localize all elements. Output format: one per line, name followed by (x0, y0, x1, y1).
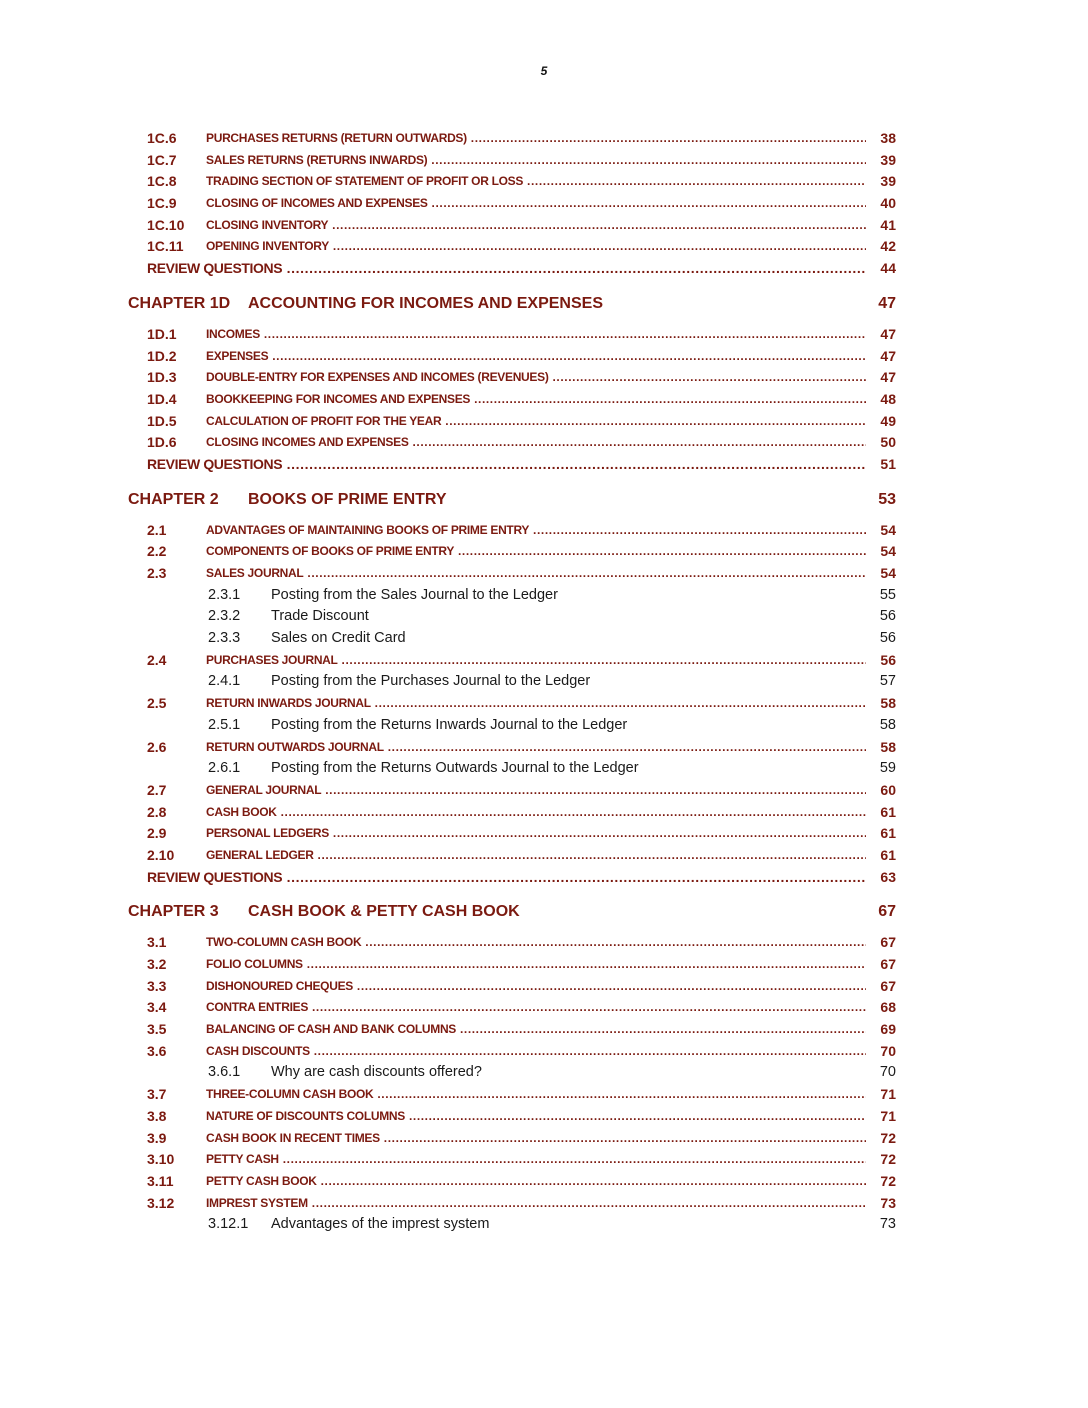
section-title: INCOMES ..... (206, 324, 866, 346)
page-ref: 56 (879, 630, 896, 647)
page-ref: 42 (866, 236, 896, 258)
toc-section-entry[interactable] (128, 737, 896, 759)
section-number: 2.2 (147, 543, 167, 560)
page-ref: 72 (866, 1171, 896, 1193)
toc-subsection-entry[interactable] (128, 715, 896, 737)
section-title: COMPONENTS OF BOOKS OF PRIME ENTRY ..... (206, 541, 866, 563)
subsection-title: Why are cash discounts offered? (271, 1064, 482, 1081)
section-title: TRADING SECTION OF STATEMENT OF PROFIT OR LOSS ..... (206, 171, 866, 193)
section-title: EXPENSES ..... (206, 346, 866, 368)
page-ref: 69 (866, 1019, 896, 1041)
toc-subsection-entry[interactable] (128, 758, 896, 780)
section-title: NATURE OF DISCOUNTS COLUMNS ..... (206, 1106, 866, 1128)
section-title: CLOSING INVENTORY ..... (206, 215, 866, 237)
section-title: CLOSING OF INCOMES AND EXPENSES ..... (206, 193, 866, 215)
page-ref: 54 (866, 563, 896, 585)
section-title: DOUBLE-ENTRY FOR EXPENSES AND INCOMES (REVENUES) ..... (206, 367, 866, 389)
toc-subsection-entry[interactable] (128, 585, 896, 607)
toc-section-entry[interactable] (128, 563, 896, 585)
toc-section-entry[interactable] (128, 780, 896, 802)
page-ref: 47 (878, 294, 896, 312)
section-title: CALCULATION OF PROFIT FOR THE YEAR ..... (206, 411, 866, 433)
toc-section-entry[interactable] (128, 932, 896, 954)
section-title: REVIEW QUESTIONS ..... (147, 258, 866, 280)
section-number: 1D.6 (147, 434, 177, 451)
toc-section-entry[interactable] (128, 150, 896, 172)
page-ref: 47 (866, 346, 896, 368)
section-number: 2.7 (147, 781, 167, 798)
page-ref: 40 (866, 193, 896, 215)
toc-section-entry[interactable] (128, 1106, 896, 1128)
section-title: CLOSING INCOMES AND EXPENSES ..... (206, 432, 866, 454)
subsection-title: Posting from the Sales Journal to the Ledger (271, 586, 558, 603)
page-ref: 53 (878, 490, 896, 508)
section-number: 2.1 (147, 521, 167, 538)
toc-section-entry[interactable] (128, 845, 896, 867)
toc-section-entry[interactable] (128, 997, 896, 1019)
page-ref: 47 (866, 324, 896, 346)
page-ref: 51 (866, 454, 896, 476)
subsection-number: 2.3.1 (208, 586, 241, 603)
section-number: 3.3 (147, 977, 167, 994)
section-title: RETURN OUTWARDS JOURNAL ..... (206, 737, 866, 759)
section-title: TWO-COLUMN CASH BOOK ..... (206, 932, 866, 954)
page-ref: 61 (866, 845, 896, 867)
toc-section-entry[interactable] (128, 236, 896, 258)
section-title: REVIEW QUESTIONS ..... (147, 867, 866, 889)
subsection-number: 2.5.1 (208, 716, 241, 733)
page-ref: 67 (866, 954, 896, 976)
section-title: OPENING INVENTORY ..... (206, 236, 866, 258)
section-title: SALES RETURNS (RETURNS INWARDS) ..... (206, 150, 866, 172)
section-number: 2.5 (147, 695, 167, 712)
toc-section-entry[interactable] (128, 520, 896, 542)
page-ref: 61 (866, 802, 896, 824)
toc-subsection-entry[interactable] (128, 1062, 896, 1084)
section-title: PETTY CASH BOOK ..... (206, 1171, 866, 1193)
section-title: CASH DISCOUNTS ..... (206, 1041, 866, 1063)
section-number: 1D.1 (147, 325, 177, 342)
section-title: BALANCING OF CASH AND BANK COLUMNS ..... (206, 1019, 866, 1041)
page-ref: 47 (866, 367, 896, 389)
toc-section-entry[interactable] (128, 976, 896, 998)
toc-review-questions-entry[interactable] (128, 258, 896, 280)
toc-section-entry[interactable] (128, 1171, 896, 1193)
page-ref: 67 (878, 903, 896, 921)
toc-section-entry[interactable] (128, 324, 896, 346)
toc-review-questions-entry[interactable] (128, 867, 896, 889)
section-number: 1C.8 (147, 173, 177, 190)
table-of-contents (128, 128, 896, 1236)
section-title: CONTRA ENTRIES ..... (206, 997, 866, 1019)
page-ref: 56 (879, 608, 896, 625)
page-ref: 50 (866, 432, 896, 454)
page-ref: 67 (866, 932, 896, 954)
page-ref: 71 (866, 1106, 896, 1128)
section-number: 3.9 (147, 1129, 167, 1146)
chapter-label: CHAPTER 3 (128, 903, 219, 921)
section-title: ADVANTAGES OF MAINTAINING BOOKS OF PRIME ENTRY ..... (206, 520, 866, 542)
section-title: PETTY CASH ..... (206, 1149, 866, 1171)
section-number: 2.4 (147, 651, 167, 668)
chapter-label: CHAPTER 1D (128, 294, 231, 312)
toc-section-entry[interactable] (128, 693, 896, 715)
section-number: 3.7 (147, 1086, 167, 1103)
section-title: PURCHASES JOURNAL ..... (206, 650, 866, 672)
page-ref: 54 (866, 541, 896, 563)
page-ref: 70 (879, 1064, 896, 1081)
chapter-heading[interactable] (128, 480, 896, 519)
section-number: 1D.2 (147, 347, 177, 364)
toc-subsection-entry[interactable] (128, 628, 896, 650)
chapter-title: CASH BOOK & PETTY CASH BOOK (248, 903, 520, 921)
toc-section-entry[interactable] (128, 541, 896, 563)
section-title: SALES JOURNAL ..... (206, 563, 866, 585)
subsection-number: 2.6.1 (208, 760, 241, 777)
section-number: 1D.4 (147, 390, 177, 407)
section-number: 1C.9 (147, 195, 177, 212)
chapter-heading[interactable] (128, 892, 896, 931)
section-number: 1C.7 (147, 151, 177, 168)
toc-section-entry[interactable] (128, 389, 896, 411)
subsection-title: Posting from the Purchases Journal to the Ledger (271, 673, 591, 690)
toc-section-entry[interactable] (128, 171, 896, 193)
subsection-title: Posting from the Returns Inwards Journal to the Ledger (271, 716, 628, 733)
toc-section-entry[interactable] (128, 346, 896, 368)
page-ref: 39 (866, 150, 896, 172)
toc-subsection-entry[interactable] (128, 606, 896, 628)
section-number: 2.10 (147, 846, 175, 863)
page-ref: 58 (879, 716, 896, 733)
section-number: 1C.6 (147, 130, 177, 146)
page-ref: 73 (866, 1193, 896, 1215)
toc-section-entry[interactable] (128, 650, 896, 672)
section-number: 3.12 (147, 1194, 175, 1211)
page-ref: 39 (866, 171, 896, 193)
section-title: THREE-COLUMN CASH BOOK ..... (206, 1084, 866, 1106)
subsection-number: 3.12.1 (208, 1216, 249, 1233)
section-number: 3.2 (147, 956, 167, 972)
subsection-number: 3.6.1 (208, 1064, 241, 1081)
toc-subsection-entry[interactable] (128, 671, 896, 693)
page-ref: 48 (866, 389, 896, 411)
section-title: REVIEW QUESTIONS ..... (147, 454, 866, 476)
section-title: PERSONAL LEDGERS ..... (206, 823, 866, 845)
toc-section-entry[interactable] (128, 128, 896, 150)
section-title: IMPREST SYSTEM ..... (206, 1193, 866, 1215)
section-title: DISHONOURED CHEQUES ..... (206, 976, 866, 998)
page-ref: 73 (879, 1216, 896, 1233)
chapter-title: BOOKS OF PRIME ENTRY (248, 490, 447, 508)
page-ref: 49 (866, 411, 896, 433)
toc-section-entry[interactable] (128, 1041, 896, 1063)
subsection-number: 2.3.2 (208, 608, 241, 625)
section-number: 1C.11 (147, 238, 184, 255)
page-ref: 54 (866, 520, 896, 542)
section-number: 3.5 (147, 1021, 167, 1038)
section-title: FOLIO COLUMNS ..... (206, 954, 866, 976)
page-ref: 63 (866, 867, 896, 889)
toc-section-entry[interactable] (128, 193, 896, 215)
section-number: 3.4 (147, 999, 167, 1016)
section-title: RETURN INWARDS JOURNAL ..... (206, 693, 866, 715)
page-ref: 71 (866, 1084, 896, 1106)
toc-section-entry[interactable] (128, 954, 896, 976)
page-ref: 58 (866, 693, 896, 715)
section-number: 3.1 (147, 934, 167, 951)
section-title: CASH BOOK ..... (206, 802, 866, 824)
section-title: PURCHASES RETURNS (RETURN OUTWARDS) ..... (206, 128, 866, 150)
section-number: 1C.10 (147, 216, 185, 233)
page-ref: 68 (866, 997, 896, 1019)
page-ref: 57 (879, 673, 896, 690)
chapter-title: ACCOUNTING FOR INCOMES AND EXPENSES (248, 294, 603, 312)
section-number: 1D.5 (147, 412, 177, 429)
page-ref: 67 (866, 976, 896, 998)
toc-section-entry[interactable] (128, 823, 896, 845)
section-title: CASH BOOK IN RECENT TIMES ..... (206, 1128, 866, 1150)
section-number: 3.8 (147, 1107, 167, 1124)
section-number: 2.9 (147, 825, 167, 842)
toc-section-entry[interactable] (128, 215, 896, 237)
page-ref: 60 (866, 780, 896, 802)
subsection-title: Posting from the Returns Outwards Journal to the Ledger (271, 760, 639, 777)
toc-section-entry[interactable] (128, 1149, 896, 1171)
page-number: 5 (540, 64, 548, 78)
page-ref: 58 (866, 737, 896, 759)
page-ref: 55 (879, 586, 896, 603)
section-title: GENERAL JOURNAL ..... (206, 780, 866, 802)
page-ref: 72 (866, 1128, 896, 1150)
toc-section-entry[interactable] (128, 1193, 896, 1215)
page-ref: 61 (866, 823, 896, 845)
toc-review-questions-entry[interactable] (128, 454, 896, 476)
section-number: 1D.3 (147, 369, 177, 386)
toc-section-entry[interactable] (128, 802, 896, 824)
page-ref: 56 (866, 650, 896, 672)
toc-section-entry[interactable] (128, 1128, 896, 1150)
subsection-number: 2.3.3 (208, 630, 241, 647)
section-number: 2.6 (147, 738, 167, 755)
page-ref: 38 (866, 128, 896, 150)
section-number: 3.6 (147, 1042, 167, 1059)
toc-subsection-entry[interactable] (128, 1214, 896, 1236)
toc-section-entry[interactable] (128, 1084, 896, 1106)
section-number: 2.8 (147, 803, 167, 820)
chapter-label: CHAPTER 2 (128, 490, 219, 508)
subsection-title: Sales on Credit Card (271, 630, 406, 647)
toc-section-entry[interactable] (128, 1019, 896, 1041)
section-title: GENERAL LEDGER ..... (206, 845, 866, 867)
section-number: 2.3 (147, 565, 167, 581)
page-ref: 72 (866, 1149, 896, 1171)
subsection-title: Advantages of the imprest system (271, 1216, 490, 1233)
section-title: BOOKKEEPING FOR INCOMES AND EXPENSES ..... (206, 389, 866, 411)
toc-section-entry[interactable] (128, 367, 896, 389)
section-number: 3.10 (147, 1151, 175, 1168)
section-number: 3.11 (147, 1172, 174, 1189)
page-ref: 41 (866, 215, 896, 237)
page-ref: 44 (866, 258, 896, 280)
chapter-heading[interactable] (128, 284, 896, 323)
page-ref: 70 (866, 1041, 896, 1063)
subsection-title: Trade Discount (271, 608, 369, 625)
toc-section-entry[interactable] (128, 411, 896, 433)
page-ref: 59 (879, 760, 896, 777)
toc-section-entry[interactable] (128, 432, 896, 454)
subsection-number: 2.4.1 (208, 673, 241, 690)
